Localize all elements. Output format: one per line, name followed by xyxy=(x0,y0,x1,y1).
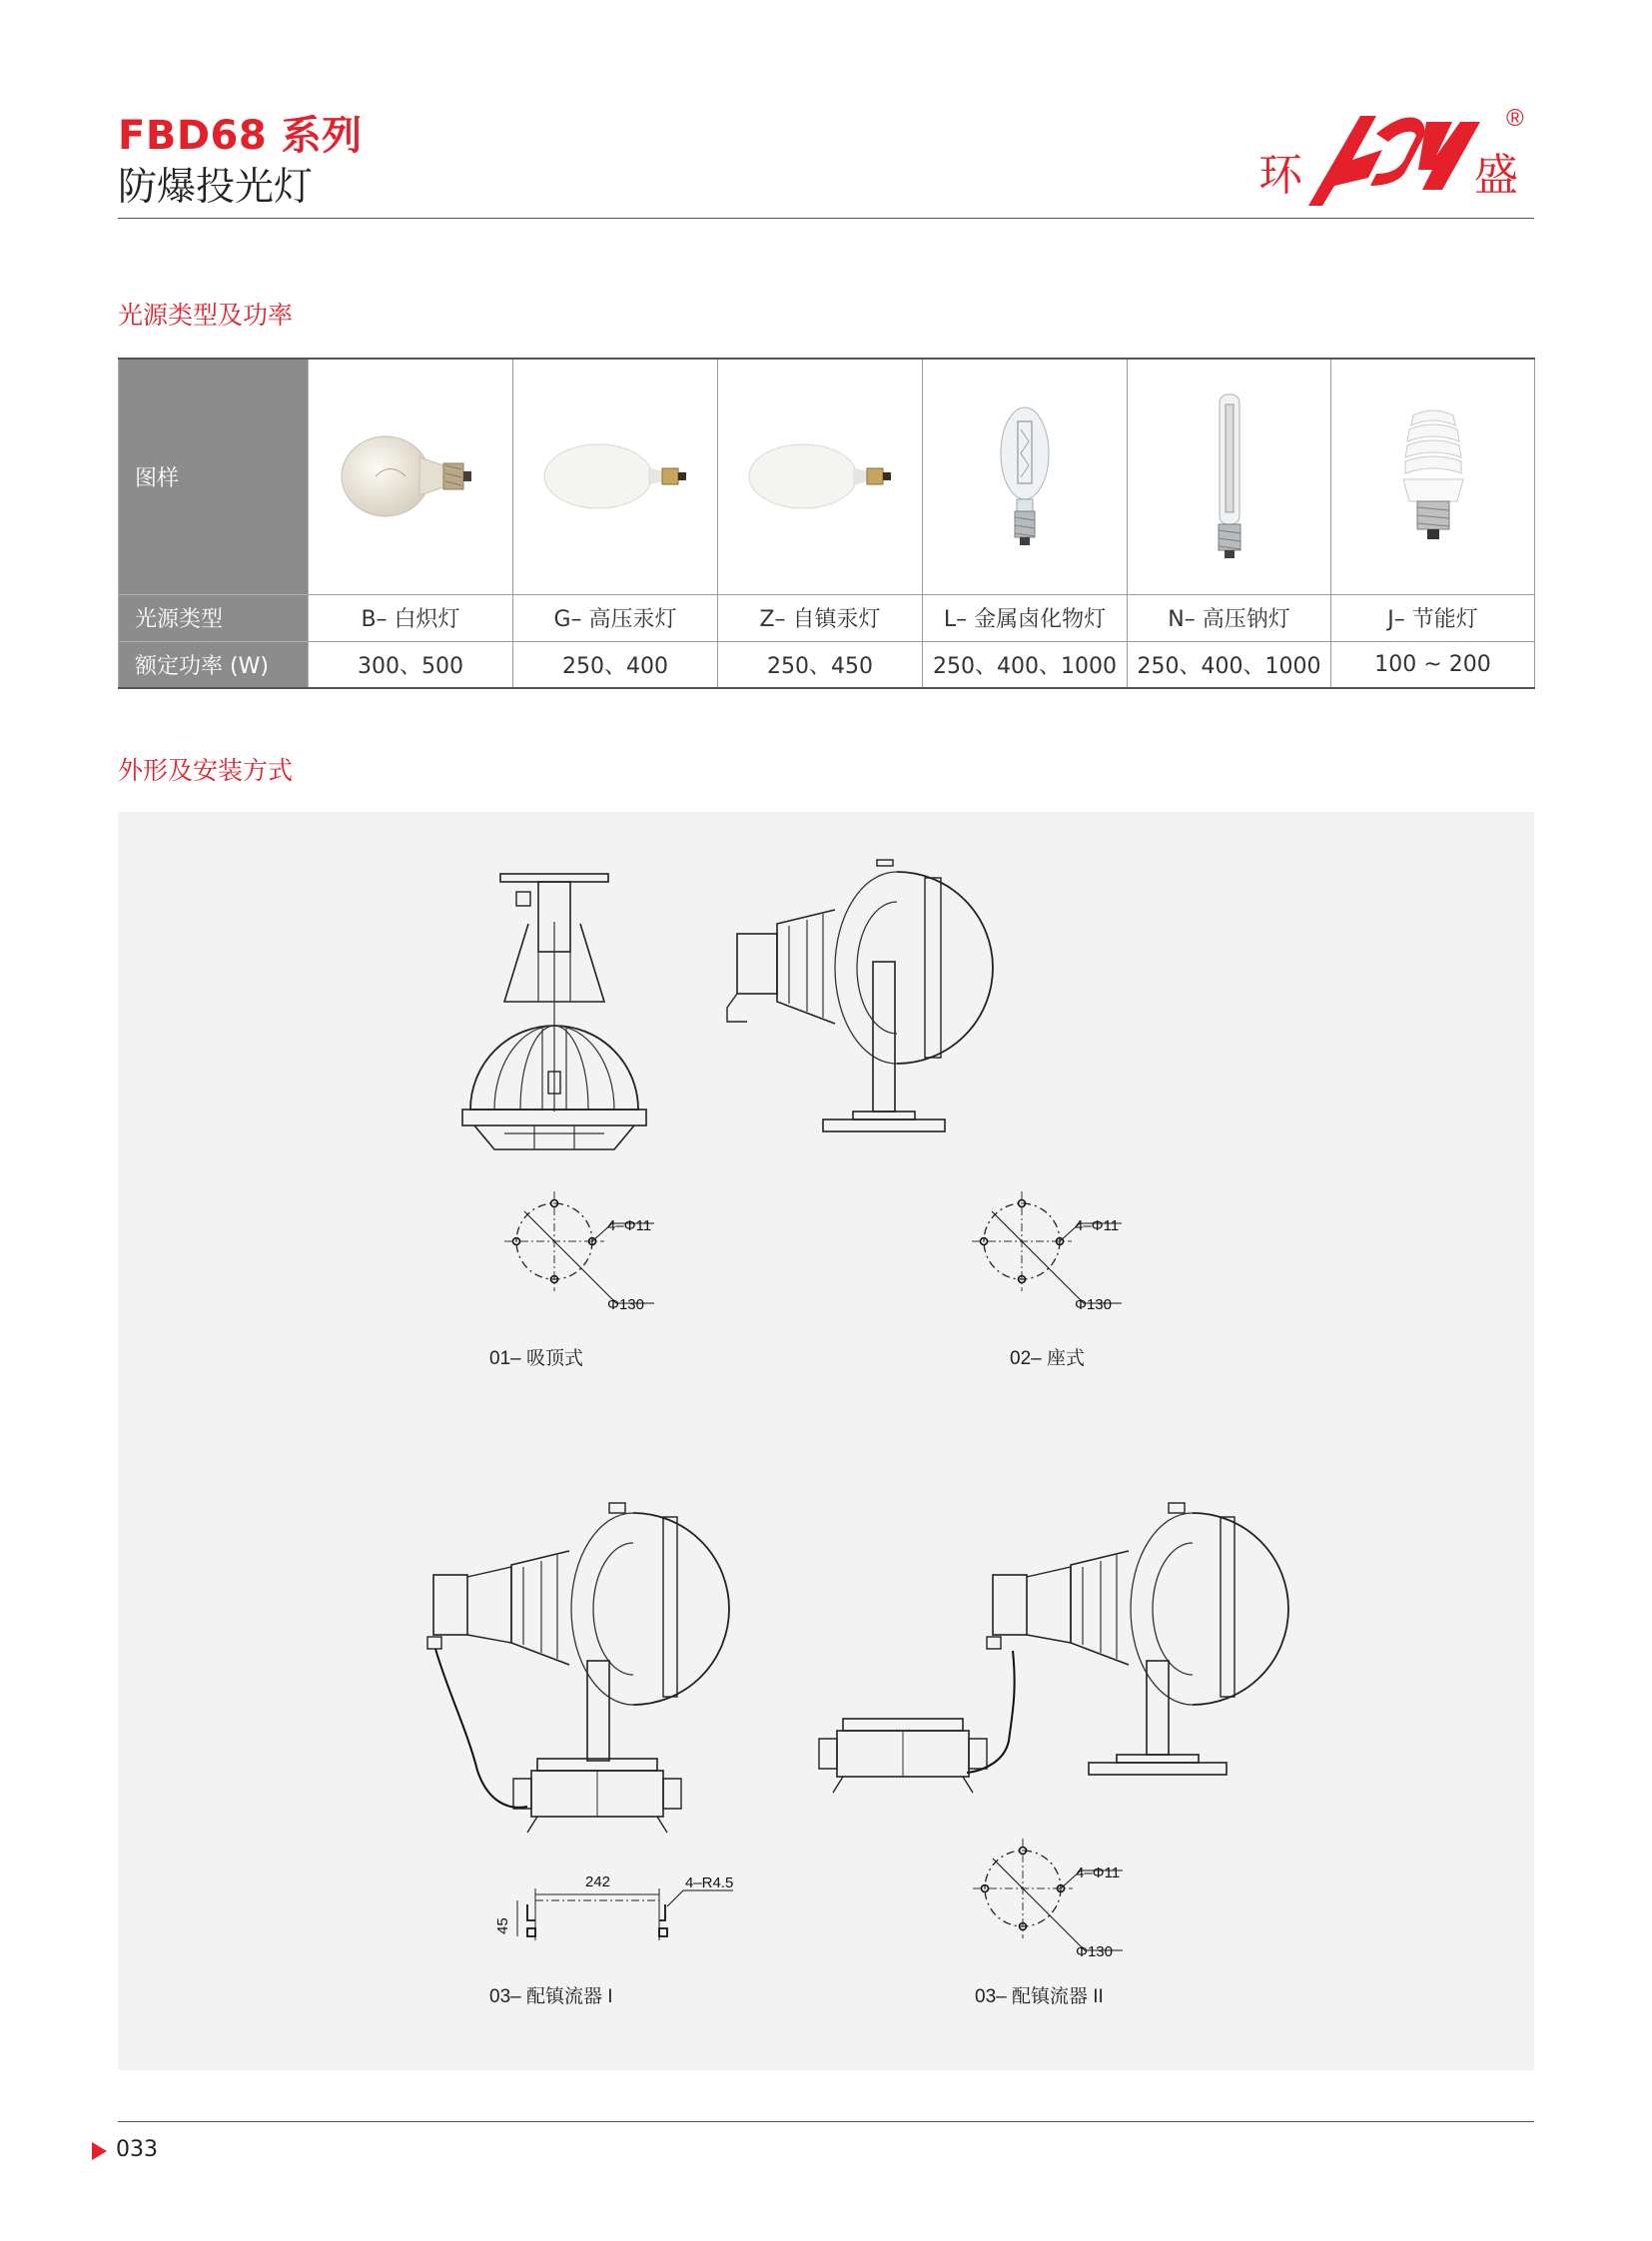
brand-right-char: 盛 xyxy=(1474,151,1518,200)
cell-power-g: 250、400 xyxy=(513,641,718,688)
caption-03-i: 03– 配镇流器 I xyxy=(489,1986,613,2007)
power-row xyxy=(119,641,1535,688)
d2-dia-label: Φ130 xyxy=(1075,1296,1112,1313)
cell-type-n: N– 高压钠灯 xyxy=(1128,594,1331,641)
section-title-light-source: 光源类型及功率 xyxy=(118,301,294,330)
cell-image-z xyxy=(718,359,923,594)
cell-power-b: 300、500 xyxy=(309,641,513,688)
d4-dia-label: Φ130 xyxy=(1076,1943,1113,1960)
caption-03-ii: 03– 配镇流器 II xyxy=(975,1986,1104,2007)
image-row xyxy=(119,359,1535,594)
page-arrow-icon xyxy=(92,2142,107,2160)
cell-image-g xyxy=(513,359,718,594)
section-title-mounting: 外形及安装方式 xyxy=(118,756,294,785)
cell-power-j: 100 ~ 200 xyxy=(1331,641,1535,688)
cell-power-z: 250、450 xyxy=(718,641,923,688)
cell-power-n: 250、400、1000 xyxy=(1128,641,1331,688)
d1-dia-label: Φ130 xyxy=(607,1296,644,1313)
technical-drawings xyxy=(118,812,1534,2070)
drawing-ballast-1 xyxy=(427,1503,729,1833)
series-title: FBD68 系列 xyxy=(118,113,363,159)
light-source-table xyxy=(118,358,1535,689)
caption-01: 01– 吸顶式 xyxy=(489,1348,583,1369)
registered-mark: ® xyxy=(1506,105,1524,132)
d3-radius-label: 4–R4.5 xyxy=(685,1874,734,1891)
type-row xyxy=(119,594,1535,641)
product-title: 防爆投光灯 xyxy=(118,165,314,210)
d3-span-label: 242 xyxy=(585,1873,611,1890)
drawing-ballast-2 xyxy=(819,1503,1288,1793)
cell-image-l xyxy=(923,359,1128,594)
plan-view-03-ii xyxy=(973,1839,1123,1950)
cell-type-j: J– 节能灯 xyxy=(1331,594,1535,641)
footer-divider xyxy=(118,2121,1534,2122)
d4-hole-label: 4–Φ11 xyxy=(1076,1865,1121,1881)
drawing-area xyxy=(118,812,1534,2070)
d3-height-label: 45 xyxy=(494,1917,511,1934)
brand-logo xyxy=(1256,98,1536,210)
d1-hole-label: 4–Φ11 xyxy=(607,1217,652,1234)
cell-type-b: B– 白炽灯 xyxy=(309,594,513,641)
brand-left-char: 环 xyxy=(1258,151,1302,200)
plan-view-01 xyxy=(504,1191,654,1303)
header-divider xyxy=(118,218,1534,219)
row-label-power: 额定功率 (W) xyxy=(119,641,309,688)
caption-02: 02– 座式 xyxy=(1010,1348,1085,1369)
incandescent-bulb-icon xyxy=(336,421,485,531)
self-ballasted-mercury-lamp-icon xyxy=(745,431,895,521)
cell-power-l: 250、400、1000 xyxy=(923,641,1128,688)
cell-image-n xyxy=(1128,359,1331,594)
row-label-type: 光源类型 xyxy=(119,594,309,641)
drawing-seat-mount xyxy=(727,860,993,1131)
energy-saving-lamp-icon xyxy=(1383,401,1483,551)
cell-image-b xyxy=(309,359,513,594)
ballast-1-dimensions xyxy=(517,1888,733,1940)
cell-image-j xyxy=(1331,359,1535,594)
plan-view-02 xyxy=(972,1191,1122,1303)
mercury-lamp-icon xyxy=(540,431,690,521)
sodium-lamp-icon xyxy=(1200,388,1259,564)
cell-type-l: L– 金属卤化物灯 xyxy=(923,594,1128,641)
d2-hole-label: 4–Φ11 xyxy=(1075,1217,1120,1234)
drawing-ceiling-mount xyxy=(462,874,646,1149)
cell-type-z: Z– 自镇汞灯 xyxy=(718,594,923,641)
page-number: 033 xyxy=(116,2137,158,2162)
metal-halide-lamp-icon xyxy=(985,401,1065,551)
cell-type-g: G– 高压汞灯 xyxy=(513,594,718,641)
row-label-image: 图样 xyxy=(119,359,309,594)
